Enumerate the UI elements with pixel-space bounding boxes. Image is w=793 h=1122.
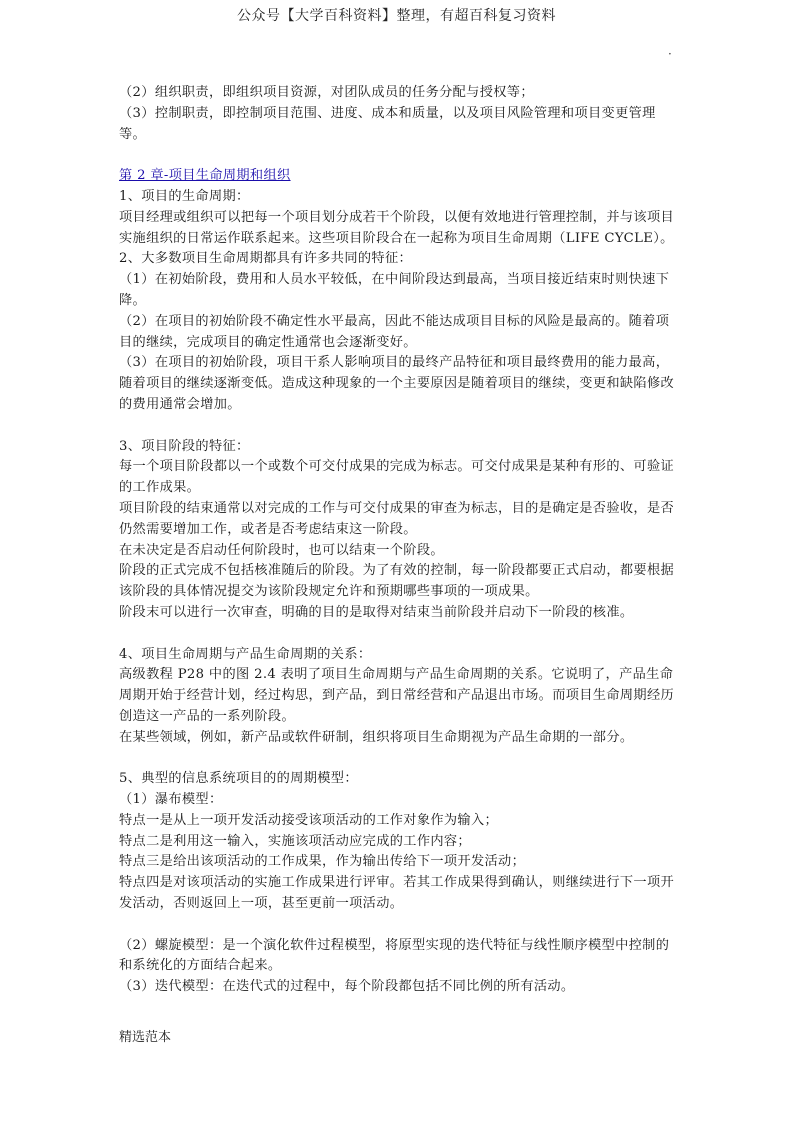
- list-item: （1）瀑布模型：: [119, 792, 223, 808]
- section-heading: 3、项目阶段的特征：: [119, 438, 250, 454]
- page-footer: 精选范本: [119, 1030, 172, 1045]
- paragraph: 项目经理或组织可以把每一个项目划分成若干个阶段，以便有效地进行管理控制，并与该项目实施组织的日常运作联系起来。这些项目阶段合在一起称为项目生命周期（LIFE CYCLE）。: [119, 209, 675, 246]
- spacer: [119, 624, 679, 645]
- list-item: （2）螺旋模型：是一个演化软件过程模型，将原型实现的迭代特征与线性顺序模型中控制的和系统化的方面结合起来。: [119, 937, 670, 974]
- paragraph: 特点二是利用这一输入，实施该项活动应完成的工作内容；: [119, 833, 471, 849]
- paragraph: （3）控制职责，即控制项目范围、进度、成本和质量，以及项目风险管理和项目变更管理等。: [119, 105, 656, 142]
- paragraph: 特点四是对该项活动的实施工作成果进行评审。若其工作成果得到确认，则继续进行下一项开发活动，否则返回上一项，甚至更前一项活动。: [119, 875, 675, 912]
- paragraph: 高级教程 P28 中的图 2.4 表明了项目生命周期与产品生命周期的关系。它说明了，产品生命周期开始于经营计划，经过构思，到产品，到日常经营和产品退出市场。而项目生命周期经历创造这一产品的一系列阶段。: [119, 667, 675, 724]
- section-heading: 1、项目的生命周期：: [119, 188, 250, 204]
- section-heading: 5、典型的信息系统项目的的周期模型：: [119, 771, 358, 787]
- list-item: （3）迭代模型：在迭代式的过程中，每个阶段都包括不同比例的所有活动。: [119, 979, 575, 995]
- paragraph: （2）组织职责，即组织项目资源，对团队成员的任务分配与授权等；: [119, 85, 534, 100]
- chapter-2-link[interactable]: 第 2 章-项目生命周期和组织: [119, 168, 291, 184]
- spacer: [119, 915, 679, 936]
- paragraph: 阶段末可以进行一次审查，明确的目的是取得对结束当前阶段并启动下一阶段的核准。: [119, 604, 634, 620]
- paragraph: 阶段的正式完成不包括核准随后的阶段。为了有效的控制，每一阶段都要正式启动，都要根据该阶段的具体情况提交为该阶段规定允许和预期哪些事项的一项成果。: [119, 563, 675, 600]
- paragraph: 每一个项目阶段都以一个或数个可交付成果的完成为标志。可交付成果是某种有形的、可验证的工作成果。: [119, 459, 675, 496]
- section-heading: 2、大多数项目生命周期都具有许多共同的特征：: [119, 251, 413, 267]
- chapter-heading: [119, 166, 679, 187]
- paragraph: 在未决定是否启动任何阶段时，也可以结束一个阶段。: [119, 542, 444, 558]
- spacer: [119, 749, 679, 770]
- corner-mark: ·: [668, 47, 672, 61]
- list-item: （1）在初始阶段，费用和人员水平较低，在中间阶段达到最高，当项目接近结束时则快速下降。: [119, 272, 670, 308]
- list-item: （3）在项目的初始阶段，项目干系人影响项目的最终产品特征和项目最终费用的能力最高，随着项目的继续逐渐变低。造成这种现象的一个主要原因是随着项目的继续，变更和缺陷修改的费用通常会增加。: [119, 355, 675, 412]
- section-heading: 4、项目生命周期与产品生命周期的关系：: [119, 646, 372, 662]
- list-item: （2）在项目的初始阶段不确定性水平最高，因此不能达成项目目标的风险是最高的。随着项目的继续，完成项目的确定性通常也会逐渐变好。: [119, 313, 670, 350]
- paragraph: 在某些领域，例如，新产品或软件研制，组织将项目生命期视为产品生命期的一部分。: [119, 729, 634, 745]
- paragraph: 项目阶段的结束通常以对完成的工作与可交付成果的审查为标志，目的是确定是否验收，是否仍然需要增加工作，或者是否考虑结束这一阶段。: [119, 500, 675, 537]
- spacer: [119, 145, 679, 166]
- page-header: 公众号【大学百科资料】整理，有超百科复习资料: [237, 8, 556, 24]
- spacer: [119, 416, 679, 437]
- document-body: [119, 83, 679, 998]
- paragraph: 特点一是从上一项开发活动接受该项活动的工作对象作为输入；: [119, 812, 499, 828]
- paragraph: 特点三是给出该项活动的工作成果，作为输出传给下一项开发活动；: [119, 854, 526, 870]
